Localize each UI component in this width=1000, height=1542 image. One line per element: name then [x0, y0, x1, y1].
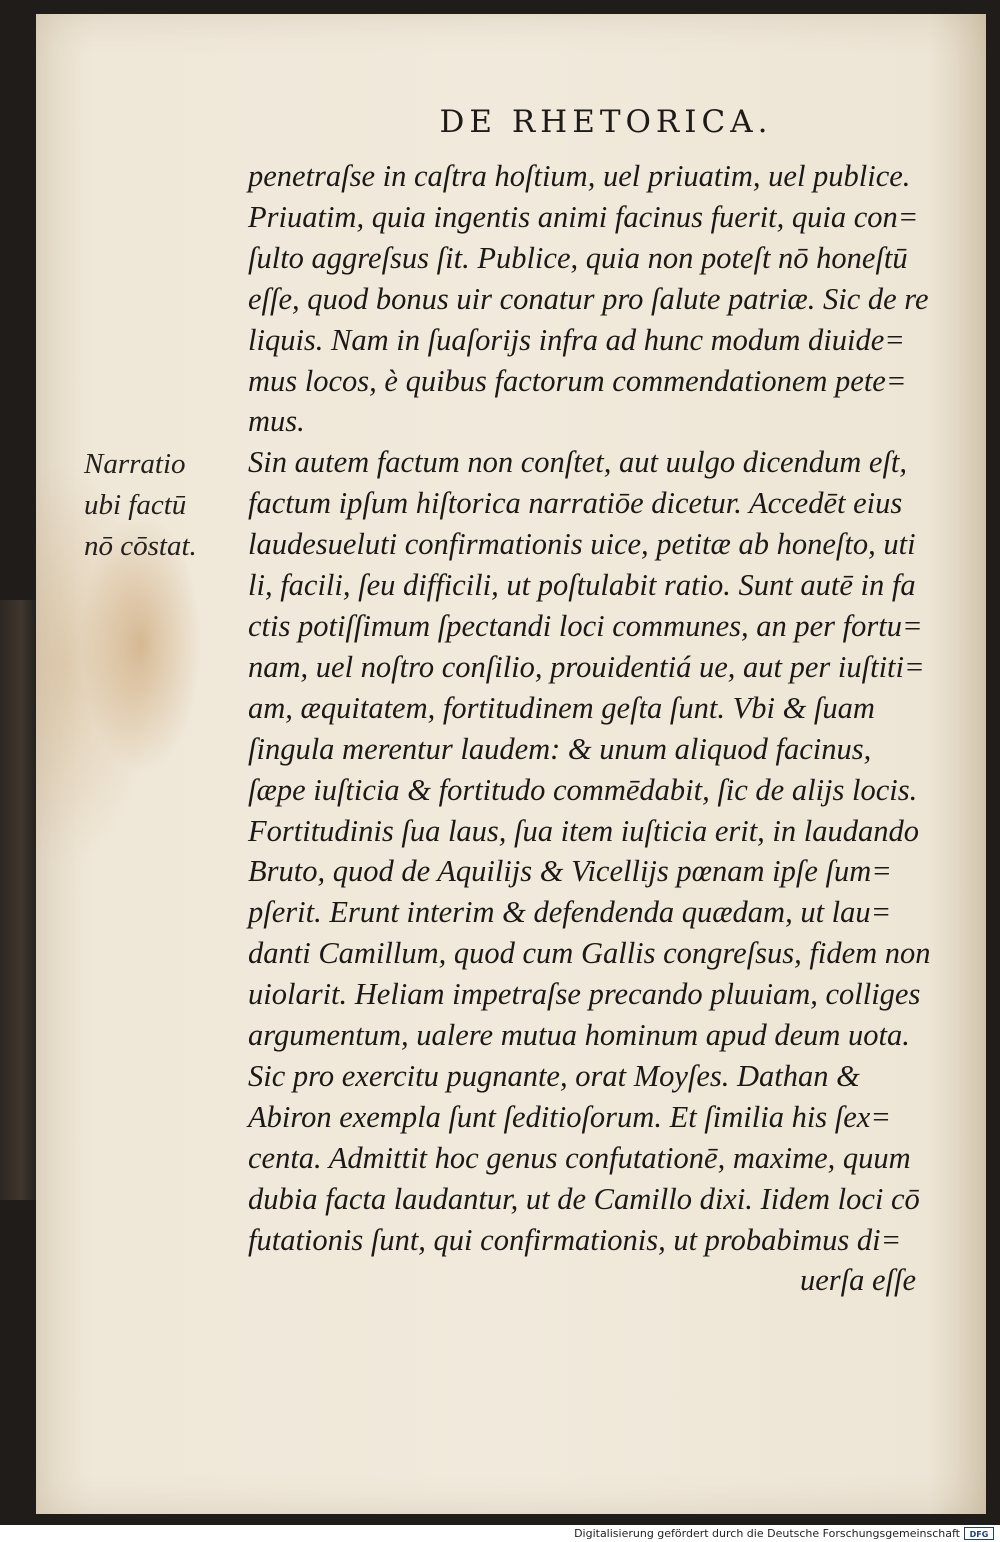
- text-line: ctis potiſſimum ſpectandi loci communes, an per fortu=: [248, 608, 923, 643]
- digitization-credit: [0, 1525, 1000, 1542]
- text-line: Priuatim, quia ingentis animi facinus fuerit, quia con=: [248, 199, 919, 234]
- text-line: dubia facta laudantur, ut de Camillo dixi. Iidem loci cō: [248, 1181, 920, 1216]
- text-line: am, æquitatem, fortitudinem geſta ſunt. Vbi & ſuam: [248, 690, 875, 725]
- facing-page-edge: [0, 600, 36, 1200]
- text-line: ſingula merentur laudem: & unum aliquod facinus,: [248, 731, 872, 766]
- text-line: futationis ſunt, qui confirmationis, ut probabimus di=: [248, 1222, 902, 1257]
- credit-text: Digitalisierung gefördert durch die Deutsche Forschungsgemeinschaft: [574, 1527, 960, 1540]
- text-line: factum ipſum hiſtorica narratiōe dicetur. Accedēt eius: [248, 486, 903, 521]
- text-line: ſulto aggreſsus ſit. Publice, quia non poteſt nō honeſtū: [248, 240, 908, 275]
- text-line: Bruto, quod de Aquilijs & Vicellijs pœnam ipſe ſum=: [248, 854, 892, 889]
- text-line: laudesueluti confirmationis uice, petitæ ab honeſto, uti: [248, 527, 916, 562]
- text-line: liquis. Nam in ſuaſorijs infra ad hunc modum diuide=: [248, 322, 905, 357]
- margin-note-line: Narratio: [84, 448, 186, 480]
- text-line: centa. Admittit hoc genus confutationē, maxime, quum: [248, 1140, 911, 1175]
- text-line: nam, uel noſtro conſilio, prouidentiá ue, aut per iuſtiti=: [248, 649, 925, 684]
- text-line: penetraſse in caſtra hoſtium, uel priuatim, uel publice.: [248, 159, 911, 193]
- margin-note: [84, 444, 224, 567]
- text-line: mus.: [248, 404, 305, 439]
- text-line: Abiron exempla ſunt ſeditioſorum. Et ſimilia his ſex=: [248, 1099, 891, 1134]
- text-line: Sin autem factum non conſtet, aut uulgo dicendum eſt,: [248, 445, 908, 480]
- running-head: DE RHETORICA.: [439, 104, 773, 140]
- text-line: li, facili, ſeu difficili, ut poſtulabit ratio. Sunt autē in fa: [248, 568, 916, 603]
- margin-note-line: nō cōstat.: [84, 530, 197, 562]
- margin-note-line: ubi factū: [84, 489, 187, 521]
- book-page: [36, 14, 986, 1514]
- text-line: uiolarit. Heliam impetraſse precando pluuiam, colliges: [248, 977, 921, 1012]
- text-line: ſæpe iuſticia & fortitudo commēdabit, ſic de alijs locis.: [248, 772, 918, 807]
- body-text: [248, 156, 931, 1301]
- text-line: pſerit. Erunt interim & defendenda quædam, ut lau=: [248, 895, 892, 930]
- text-line: argumentum, ualere mutua hominum apud deum uota.: [248, 1018, 910, 1053]
- text-line: Fortitudinis ſua laus, ſua item iuſticia erit, in laudando: [248, 813, 919, 848]
- dfg-logo-icon: DFG: [964, 1527, 994, 1540]
- text-line: danti Camillum, quod cum Gallis congreſsus, fidem non: [248, 936, 931, 971]
- text-line: Sic pro exercitu pugnante, orat Moyſes. Dathan &: [248, 1058, 860, 1093]
- catchword-line: uerſa eſſe: [799, 1263, 916, 1298]
- text-line: eſſe, quod bonus uir conatur pro ſalute patriæ. Sic de re: [248, 281, 929, 316]
- text-line: mus locos, è quibus factorum commendationem pete=: [248, 363, 907, 398]
